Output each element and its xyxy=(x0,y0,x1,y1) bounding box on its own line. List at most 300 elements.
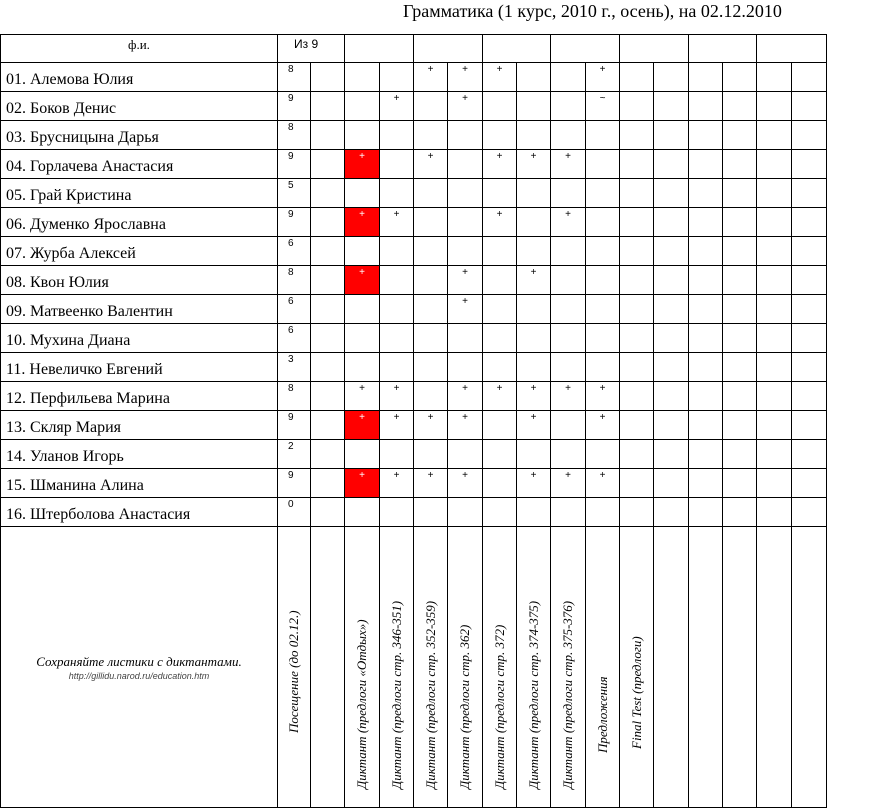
mark-cell xyxy=(517,63,551,92)
student-name: 06. Думенко Ярославна xyxy=(1,208,278,237)
attendance-cell: 9 xyxy=(278,411,311,440)
mark-cell xyxy=(345,237,380,266)
mark-cell xyxy=(448,121,483,150)
mark-cell xyxy=(586,237,620,266)
mark-cell: + xyxy=(517,382,551,411)
mark-cell xyxy=(414,440,448,469)
column-label-cell xyxy=(517,527,551,808)
mark-cell xyxy=(345,121,380,150)
mark-cell xyxy=(517,324,551,353)
mark-cell xyxy=(620,179,654,208)
attendance-cell: 6 xyxy=(278,324,311,353)
column-label-cell xyxy=(654,527,689,808)
mark-cell xyxy=(620,150,654,179)
mark-cell xyxy=(586,121,620,150)
student-name: 01. Алемова Юлия xyxy=(1,63,278,92)
mark-cell xyxy=(551,324,586,353)
mark-cell xyxy=(723,237,757,266)
vertical-wrap xyxy=(414,527,447,807)
student-name: 04. Горлачева Анастасия xyxy=(1,150,278,179)
mark-cell xyxy=(551,121,586,150)
mark-cell xyxy=(689,411,723,440)
mark-cell xyxy=(792,440,827,469)
column-label: Диктант (предлоги стр. 372) xyxy=(491,624,507,789)
mark-cell xyxy=(757,208,792,237)
mark-cell xyxy=(483,179,517,208)
mark-cell: + xyxy=(517,411,551,440)
header-cell xyxy=(620,35,689,63)
mark-cell xyxy=(483,237,517,266)
mark-cell xyxy=(414,295,448,324)
mark-cell xyxy=(654,266,689,295)
mark-cell: + xyxy=(551,208,586,237)
header-row xyxy=(1,35,827,63)
mark-cell xyxy=(380,63,414,92)
mark-cell xyxy=(723,92,757,121)
mark-cell: + xyxy=(414,411,448,440)
mark-cell: + xyxy=(483,150,517,179)
student-row xyxy=(1,295,827,324)
attendance-cell: 9 xyxy=(278,92,311,121)
mark-cell xyxy=(517,440,551,469)
vertical-wrap xyxy=(517,527,550,807)
student-row xyxy=(1,92,827,121)
mark-cell: ~ xyxy=(586,92,620,121)
vertical-wrap xyxy=(689,527,722,807)
spacer-cell xyxy=(311,150,345,179)
mark-cell xyxy=(448,324,483,353)
mark-cell xyxy=(654,498,689,527)
mark-cell: + xyxy=(414,63,448,92)
header-cell xyxy=(483,35,551,63)
mark-cell: + xyxy=(448,266,483,295)
footer-url: http://gillidu.narod.ru/education.htm xyxy=(68,670,210,681)
mark-cell xyxy=(380,324,414,353)
mark-cell xyxy=(620,63,654,92)
mark-cell: + xyxy=(345,266,380,295)
mark-cell xyxy=(757,63,792,92)
fio-header: ф.и. xyxy=(1,35,278,63)
mark-cell xyxy=(792,411,827,440)
mark-cell xyxy=(620,353,654,382)
mark-cell xyxy=(757,382,792,411)
mark-cell xyxy=(345,179,380,208)
mark-cell xyxy=(757,121,792,150)
mark-cell xyxy=(483,411,517,440)
mark-cell xyxy=(551,179,586,208)
column-label: Диктант (предлоги стр. 352-359) xyxy=(422,600,438,789)
student-name: 05. Грай Кристина xyxy=(1,179,278,208)
mark-cell xyxy=(654,208,689,237)
mark-cell: + xyxy=(448,469,483,498)
mark-cell xyxy=(380,498,414,527)
student-row xyxy=(1,150,827,179)
student-row xyxy=(1,121,827,150)
mark-cell xyxy=(551,63,586,92)
student-name: 02. Боков Денис xyxy=(1,92,278,121)
mark-cell xyxy=(448,498,483,527)
mark-cell xyxy=(586,498,620,527)
mark-cell xyxy=(345,353,380,382)
mark-cell xyxy=(654,353,689,382)
mark-cell xyxy=(654,295,689,324)
student-row xyxy=(1,498,827,527)
spacer-cell xyxy=(311,121,345,150)
student-name: 08. Квон Юлия xyxy=(1,266,278,295)
column-label-cell xyxy=(448,527,483,808)
mark-cell xyxy=(723,266,757,295)
mark-cell: + xyxy=(517,150,551,179)
attendance-cell: 9 xyxy=(278,469,311,498)
mark-cell xyxy=(723,440,757,469)
mark-cell: + xyxy=(483,382,517,411)
attendance-cell: 8 xyxy=(278,121,311,150)
footer-row xyxy=(1,527,827,808)
mark-cell xyxy=(414,353,448,382)
mark-cell: + xyxy=(586,382,620,411)
student-row xyxy=(1,353,827,382)
column-label: Диктант (предлоги стр. 362) xyxy=(457,624,472,789)
student-row xyxy=(1,179,827,208)
spacer-cell xyxy=(311,324,345,353)
mark-cell xyxy=(380,266,414,295)
vertical-wrap xyxy=(448,527,482,807)
mark-cell: + xyxy=(380,382,414,411)
spacer-cell xyxy=(311,353,345,382)
mark-cell xyxy=(757,411,792,440)
mark-cell xyxy=(723,179,757,208)
mark-cell xyxy=(757,498,792,527)
mark-cell xyxy=(757,92,792,121)
mark-cell xyxy=(689,150,723,179)
mark-cell xyxy=(345,324,380,353)
spacer-cell xyxy=(311,92,345,121)
mark-cell xyxy=(792,121,827,150)
attendance-label: Посещение (до 02.12.) xyxy=(286,610,301,733)
student-name: 13. Скляр Мария xyxy=(1,411,278,440)
mark-cell xyxy=(792,295,827,324)
mark-cell xyxy=(620,237,654,266)
mark-cell xyxy=(792,324,827,353)
student-name: 12. Перфильева Марина xyxy=(1,382,278,411)
mark-cell xyxy=(757,324,792,353)
attendance-cell: 9 xyxy=(278,208,311,237)
mark-cell xyxy=(689,498,723,527)
student-name: 14. Уланов Игорь xyxy=(1,440,278,469)
mark-cell xyxy=(723,469,757,498)
mark-cell xyxy=(792,150,827,179)
column-label-cell xyxy=(757,527,792,808)
mark-cell xyxy=(723,382,757,411)
mark-cell xyxy=(757,266,792,295)
mark-cell xyxy=(345,92,380,121)
column-label: Диктант (предлоги стр. 374-375) xyxy=(525,600,541,789)
header-cell xyxy=(551,35,620,63)
mark-cell xyxy=(517,295,551,324)
spacer-cell xyxy=(311,208,345,237)
mark-cell xyxy=(586,266,620,295)
mark-cell xyxy=(792,498,827,527)
mark-cell: + xyxy=(483,208,517,237)
mark-cell: + xyxy=(551,150,586,179)
mark-cell xyxy=(654,179,689,208)
attendance-cell: 8 xyxy=(278,266,311,295)
mark-cell xyxy=(620,498,654,527)
mark-cell: + xyxy=(586,411,620,440)
mark-cell: + xyxy=(551,382,586,411)
mark-cell xyxy=(483,266,517,295)
mark-cell: + xyxy=(586,63,620,92)
mark-cell xyxy=(689,208,723,237)
mark-cell xyxy=(723,353,757,382)
student-name: 10. Мухина Диана xyxy=(1,324,278,353)
spacer-cell xyxy=(311,527,345,808)
mark-cell: + xyxy=(483,63,517,92)
spacer-cell xyxy=(311,411,345,440)
column-label-cell xyxy=(380,527,414,808)
mark-cell xyxy=(757,237,792,266)
mark-cell xyxy=(792,469,827,498)
mark-cell xyxy=(483,353,517,382)
attendance-cell: 3 xyxy=(278,353,311,382)
mark-cell: + xyxy=(380,411,414,440)
mark-cell: + xyxy=(345,469,380,498)
spacer-cell xyxy=(311,382,345,411)
mark-cell xyxy=(620,440,654,469)
spacer-cell xyxy=(311,266,345,295)
mark-cell: + xyxy=(448,92,483,121)
column-label: Диктант (предлоги стр. 375-376) xyxy=(560,600,575,789)
mark-cell xyxy=(620,469,654,498)
mark-cell xyxy=(586,150,620,179)
mark-cell xyxy=(517,179,551,208)
mark-cell xyxy=(689,324,723,353)
mark-cell xyxy=(448,237,483,266)
mark-cell: + xyxy=(448,63,483,92)
mark-cell: + xyxy=(448,382,483,411)
mark-cell xyxy=(414,208,448,237)
spacer-cell xyxy=(311,498,345,527)
mark-cell: + xyxy=(414,150,448,179)
mark-cell xyxy=(654,63,689,92)
student-name: 03. Брусницына Дарья xyxy=(1,121,278,150)
mark-cell xyxy=(654,440,689,469)
mark-cell xyxy=(757,150,792,179)
student-row xyxy=(1,440,827,469)
header-cell xyxy=(689,35,757,63)
mark-cell xyxy=(689,63,723,92)
mark-cell: + xyxy=(380,469,414,498)
column-label-cell xyxy=(483,527,517,808)
mark-cell xyxy=(620,382,654,411)
attendance-cell: 6 xyxy=(278,295,311,324)
max-attendance-header: Из 9 xyxy=(278,35,345,63)
mark-cell xyxy=(723,150,757,179)
mark-cell xyxy=(689,92,723,121)
attendance-cell: 6 xyxy=(278,237,311,266)
student-row xyxy=(1,237,827,266)
mark-cell xyxy=(723,63,757,92)
mark-cell xyxy=(448,150,483,179)
vertical-wrap xyxy=(483,527,516,807)
mark-cell xyxy=(380,237,414,266)
column-label-cell xyxy=(551,527,586,808)
mark-cell xyxy=(345,440,380,469)
header-cell xyxy=(414,35,483,63)
header-cell xyxy=(757,35,827,63)
mark-cell xyxy=(517,92,551,121)
mark-cell xyxy=(551,440,586,469)
attendance-cell: 8 xyxy=(278,63,311,92)
student-row xyxy=(1,411,827,440)
mark-cell xyxy=(654,237,689,266)
mark-cell: + xyxy=(380,92,414,121)
mark-cell xyxy=(551,353,586,382)
mark-cell xyxy=(654,411,689,440)
mark-cell xyxy=(792,92,827,121)
spacer-cell xyxy=(311,179,345,208)
document-title: Грамматика (1 курс, 2010 г., осень), на 02.12.2010 xyxy=(403,1,782,21)
column-label-cell xyxy=(689,527,723,808)
mark-cell xyxy=(723,121,757,150)
attendance-cell: 9 xyxy=(278,150,311,179)
mark-cell xyxy=(483,440,517,469)
mark-cell xyxy=(792,237,827,266)
mark-cell xyxy=(654,121,689,150)
mark-cell xyxy=(414,237,448,266)
mark-cell xyxy=(792,63,827,92)
mark-cell: + xyxy=(345,411,380,440)
attendance-cell: 0 xyxy=(278,498,311,527)
footer-note: Сохраняйте листики с диктантами. xyxy=(36,653,242,669)
mark-cell xyxy=(723,324,757,353)
mark-cell xyxy=(620,411,654,440)
student-row xyxy=(1,469,827,498)
mark-cell xyxy=(620,266,654,295)
mark-cell xyxy=(586,208,620,237)
mark-cell xyxy=(792,382,827,411)
spacer-cell xyxy=(311,469,345,498)
vertical-wrap xyxy=(551,527,585,807)
mark-cell xyxy=(689,353,723,382)
mark-cell xyxy=(654,469,689,498)
attendance-cell: 2 xyxy=(278,440,311,469)
header-cell xyxy=(345,35,414,63)
spacer-cell xyxy=(311,440,345,469)
vertical-wrap xyxy=(345,527,379,807)
mark-cell xyxy=(792,353,827,382)
mark-cell xyxy=(723,498,757,527)
mark-cell xyxy=(414,498,448,527)
mark-cell xyxy=(620,121,654,150)
mark-cell xyxy=(380,440,414,469)
column-label-cell xyxy=(792,527,827,808)
mark-cell xyxy=(483,121,517,150)
mark-cell xyxy=(723,208,757,237)
mark-cell xyxy=(654,150,689,179)
mark-cell xyxy=(414,121,448,150)
column-label-cell xyxy=(345,527,380,808)
mark-cell xyxy=(517,237,551,266)
mark-cell xyxy=(414,179,448,208)
mark-cell xyxy=(380,121,414,150)
mark-cell xyxy=(620,324,654,353)
mark-cell xyxy=(483,324,517,353)
spacer-cell xyxy=(311,63,345,92)
mark-cell xyxy=(483,498,517,527)
column-label: Диктант (предлоги стр. 346-351) xyxy=(388,600,404,789)
student-name: 07. Журба Алексей xyxy=(1,237,278,266)
mark-cell xyxy=(723,295,757,324)
attendance-cell: 5 xyxy=(278,179,311,208)
mark-cell xyxy=(380,353,414,382)
mark-cell xyxy=(448,208,483,237)
vertical-wrap xyxy=(757,527,791,807)
mark-cell xyxy=(517,121,551,150)
mark-cell xyxy=(620,295,654,324)
mark-cell xyxy=(689,237,723,266)
column-label-cell xyxy=(414,527,448,808)
mark-cell xyxy=(551,266,586,295)
vertical-wrap xyxy=(586,527,619,807)
mark-cell xyxy=(345,295,380,324)
grades-table xyxy=(0,34,827,808)
student-row xyxy=(1,266,827,295)
mark-cell xyxy=(345,498,380,527)
mark-cell xyxy=(586,179,620,208)
mark-cell xyxy=(414,324,448,353)
mark-cell: + xyxy=(414,469,448,498)
spacer-cell xyxy=(311,295,345,324)
vertical-wrap xyxy=(792,527,826,807)
vertical-wrap xyxy=(654,527,688,807)
mark-cell: + xyxy=(586,469,620,498)
mark-cell xyxy=(414,266,448,295)
mark-cell xyxy=(757,179,792,208)
column-label-cell xyxy=(620,527,654,808)
mark-cell: + xyxy=(551,469,586,498)
mark-cell xyxy=(689,266,723,295)
mark-cell xyxy=(689,469,723,498)
mark-cell: + xyxy=(345,382,380,411)
mark-cell xyxy=(689,121,723,150)
mark-cell: + xyxy=(380,208,414,237)
student-row xyxy=(1,324,827,353)
mark-cell xyxy=(654,382,689,411)
mark-cell xyxy=(757,469,792,498)
mark-cell: + xyxy=(517,469,551,498)
mark-cell: + xyxy=(517,266,551,295)
mark-cell xyxy=(757,295,792,324)
attendance-label-cell xyxy=(278,527,311,808)
mark-cell xyxy=(345,63,380,92)
student-row xyxy=(1,382,827,411)
mark-cell xyxy=(380,150,414,179)
mark-cell xyxy=(483,469,517,498)
vertical-wrap xyxy=(278,527,310,807)
student-name: 16. Штерболова Анастасия xyxy=(1,498,278,527)
mark-cell xyxy=(551,92,586,121)
mark-cell: + xyxy=(448,411,483,440)
mark-cell xyxy=(586,440,620,469)
mark-cell xyxy=(380,179,414,208)
attendance-cell: 8 xyxy=(278,382,311,411)
student-name: 11. Невеличко Евгений xyxy=(1,353,278,382)
mark-cell xyxy=(620,92,654,121)
mark-cell xyxy=(792,179,827,208)
mark-cell: + xyxy=(448,295,483,324)
mark-cell xyxy=(689,295,723,324)
